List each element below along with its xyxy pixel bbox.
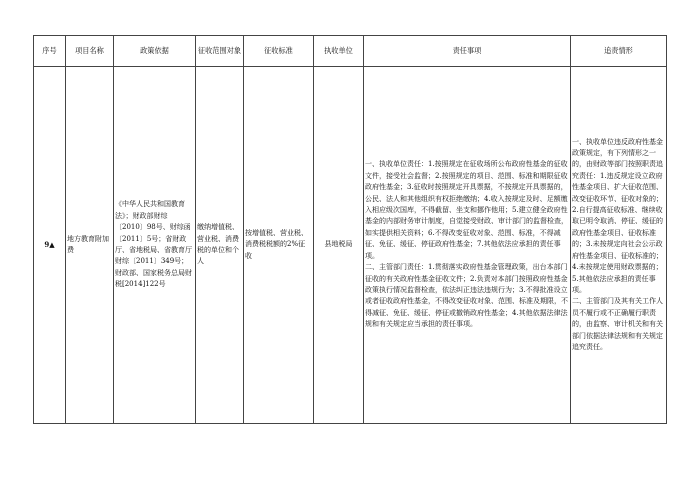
header-seq: 序号 xyxy=(34,36,66,67)
table-row xyxy=(34,67,667,424)
cell-scope: 缴纳增值税、营业税、消费税的单位和个人 xyxy=(196,67,244,424)
header-responsibilities: 责任事项 xyxy=(364,36,571,67)
acc-supervising-dept: 二、主管部门及其有关工作人员不履行或不正确履行职责的，由监察、审计机关和有关部门依据法律法规和有关规定追究责任。 xyxy=(572,297,663,351)
acc-collecting-unit: 一、执收单位违反政府性基金政策规定，有下列情形之一的，由财政等部门按照职责追究责任：1.违反规定设立政府性基金项目、扩大征收范围、改变征收环节、征收对象的；2.自行提高征收标准、继续收取已明令取消、停征、缓征的政府性基金项目、征收标准的；3.未按规定向社会公示政府性基金项目、征收标准的；4.未按规定使用财政票据的；5.其他依法应承担的责任事项。 xyxy=(572,137,663,294)
cell-responsibilities xyxy=(364,67,571,424)
resp-collecting-unit: 一、执收单位责任：1.按照规定在征收场所公布政府性基金的征收文件，接受社会监督；2.按照规定的项目、范围、标准和期限征收政府性基金；3.征收时按照规定开具票据，不按规定开具票据的，公民、法人和其他组织有权拒绝缴纳；4.收入按规定及时、足额缴入相应级次国库，不得截留、坐支和挪作他用；5.建立健全政府性基金的内部财务审计制度，自觉接受财政、审计部门的监督检查，如实提供相关资料；6.不得改变征收对象、范围、标准，不得减征、免征、缓征、停征政府性基金；7.其他依法应承担的责任事项。 xyxy=(365,160,568,260)
cell-accountability xyxy=(571,67,667,424)
header-accountability: 追责情形 xyxy=(571,36,667,67)
cell-project-name: 地方教育附加费 xyxy=(66,67,114,424)
cell-seq: 9▲ xyxy=(34,67,66,424)
cell-standard: 按增值税、营业税、消费税税额的2%征收 xyxy=(244,67,314,424)
header-policy-basis: 政策依据 xyxy=(114,36,196,67)
policy-table xyxy=(33,35,667,424)
header-project-name: 项目名称 xyxy=(66,36,114,67)
header-collecting-unit: 执收单位 xyxy=(314,36,364,67)
header-scope: 征收范围对象 xyxy=(196,36,244,67)
header-row xyxy=(34,36,667,67)
cell-collecting-unit: 县地税局 xyxy=(314,67,364,424)
cell-policy-basis: 《中华人民共和国教育法》；财政部财综〔2010〕98号、财综函〔2011〕5号；省财政厅、省地税局、省教育厅财综〔2011〕349号；财政部、国家税务总局财税[2014]122号 xyxy=(114,67,196,424)
resp-supervising-dept: 二、主管部门责任：1.贯彻落实政府性基金管理政策，出台本部门征收的有关政府性基金征收文件；2.负责对本部门按照政府性基金政策执行情况监督检查，依法纠正违法违规行为；3.不得批准设立或者征收政府性基金，不得改变征收对象、范围、标准及期限，不得减征、免征、缓征、停征或撤销政府性基金；4.其他依据法律法规和有关规定应当承担的责任事项。 xyxy=(365,263,568,329)
header-standard: 征收标准 xyxy=(244,36,314,67)
